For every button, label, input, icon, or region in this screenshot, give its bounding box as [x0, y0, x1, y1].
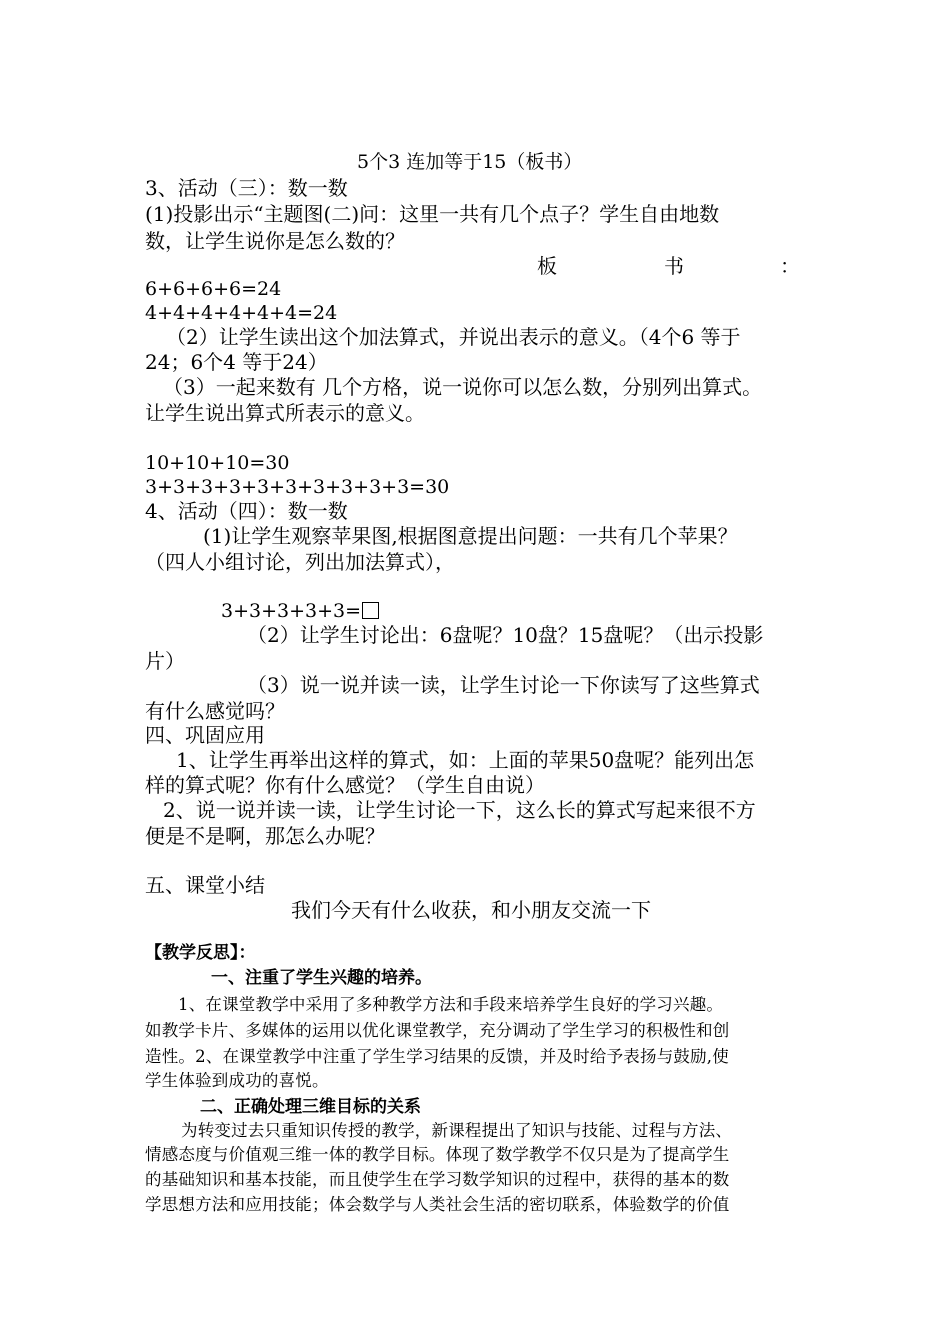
- paragraph-line: （2）让学生讨论出：6盘呢？10盘？15盘呢？（出示投影: [247, 623, 764, 647]
- section-five-heading: 五、课堂小结: [145, 873, 265, 897]
- reflection-subheading: 二、正确处理三维目标的关系: [200, 1097, 421, 1117]
- paragraph-line: 1、让学生再举出这样的算式，如：上面的苹果50盘呢？能列出怎: [176, 748, 755, 772]
- paragraph-line: 让学生说出算式所表示的意义。: [145, 401, 425, 425]
- paragraph-line: 为转变过去只重知识传授的教学，新课程提出了知识与技能、过程与方法、: [181, 1121, 733, 1140]
- paragraph-line: 24；6个4 等于24）: [145, 350, 328, 374]
- paragraph-line: 数，让学生说你是怎么数的？: [145, 229, 405, 253]
- board-label: 书: [664, 254, 684, 278]
- summary-line: 我们今天有什么收获，和小朋友交流一下: [291, 898, 651, 922]
- paragraph-line: (1)投影出示“主题图(二)问：这里一共有几个点子？学生自由地数: [145, 202, 720, 226]
- paragraph-line: 情感态度与价值观三维一体的教学目标。体现了数学教学不仅只是为了提高学生: [145, 1145, 730, 1164]
- paragraph-line: （3）说一说并读一读，让学生讨论一下你读写了这些算式: [247, 673, 760, 697]
- paragraph-line: (1)让学生观察苹果图,根据图意提出问题：一共有几个苹果？: [203, 524, 738, 548]
- paragraph-line: 如教学卡片、多媒体的运用以优化课堂教学，充分调动了学生学习的积极性和创: [145, 1021, 730, 1040]
- paragraph-line: （2）让学生读出这个加法算式，并说出表示的意义。（4个6 等于: [166, 325, 741, 349]
- paragraph-line: 有什么感觉吗？: [145, 699, 285, 723]
- equation-line: [221, 598, 379, 624]
- paragraph-line: 学生体验到成功的喜悦。: [145, 1071, 329, 1090]
- board-note-line: 5个3 连加等于15（板书）: [357, 151, 583, 173]
- paragraph-line: 造性。2、在课堂教学中注重了学生学习结果的反馈，并及时给予表扬与鼓励,使: [145, 1047, 729, 1066]
- paragraph-line: 2、说一说并读一读，让学生讨论一下，这么长的算式写起来很不方: [163, 798, 756, 822]
- equation-line: 10+10+10=30: [145, 452, 290, 474]
- paragraph-line: 片）: [145, 649, 185, 673]
- paragraph-line: 1、在课堂教学中采用了多种教学方法和手段来培养学生良好的学习兴趣。: [178, 995, 724, 1014]
- equation-line: 4+4+4+4+4+4=24: [145, 302, 338, 324]
- paragraph-line: （四人小组讨论，列出加法算式），: [145, 550, 455, 574]
- paragraph-line: 学思想方法和应用技能；体会数学与人类社会生活的密切联系，体验数学的价值: [145, 1195, 730, 1214]
- blank-box: [362, 602, 379, 619]
- reflection-subheading: 一、注重了学生兴趣的培养。: [211, 968, 432, 988]
- equation-text: 3+3+3+3+3=: [221, 600, 362, 622]
- section-four-heading: 四、巩固应用: [145, 723, 265, 747]
- reflection-heading: 【教学反思】：: [145, 943, 256, 963]
- board-label: 板: [537, 254, 557, 278]
- equation-line: 6+6+6+6=24: [145, 278, 282, 300]
- activity-three-heading: 3、活动（三）：数一数: [145, 176, 348, 200]
- paragraph-line: 样的算式呢？你有什么感觉？（学生自由说）: [145, 773, 545, 797]
- paragraph-line: 便是不是啊，那怎么办呢？: [145, 824, 385, 848]
- board-label: ：: [780, 254, 800, 278]
- paragraph-line: （3）一起来数有 几个方格，说一说你可以怎么数，分别列出算式。: [163, 375, 763, 399]
- equation-line: 3+3+3+3+3+3+3+3+3+3=30: [145, 476, 450, 498]
- activity-four-heading: 4、活动（四）：数一数: [145, 499, 348, 523]
- paragraph-line: 的基础知识和基本技能，而且使学生在学习数学知识的过程中，获得的基本的数: [145, 1170, 730, 1189]
